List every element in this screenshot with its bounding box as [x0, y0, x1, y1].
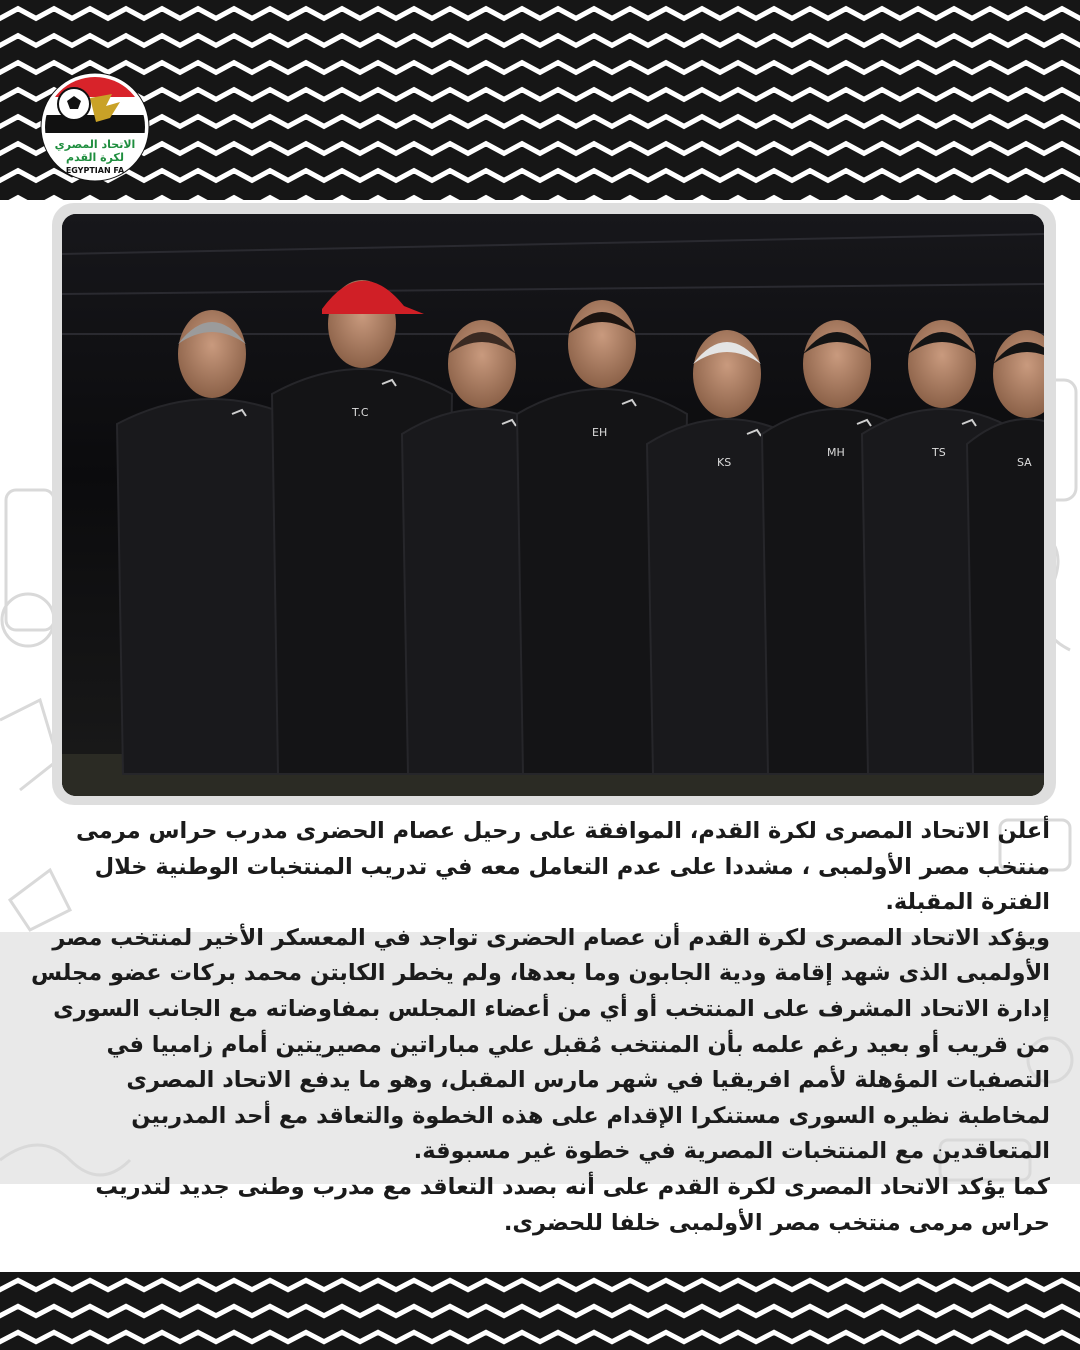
article-paragraph-1: أعلن الاتحاد المصرى لكرة القدم، الموافقة على رحيل عصام الحضرى مدرب حراس مرمى منتخب مصر الأولمبى ، مشددا على عدم التعامل معه في تدريب المنتخبات الوطنية خلال الفترة المقبلة.	[76, 818, 1050, 916]
article-paragraph-2: ويؤكد الاتحاد المصرى لكرة القدم أن عصام الحضرى تواجد في المعسكر الأخير لمنتخب مصر الأولمبى الذى شهد إقامة ودية الجابون وما بعدها، ولم يخطر الكابتن محمد بركات عضو مجلس إدارة الاتحاد المشرف على المنتخب أو أي من أعضاء المجلس بمفاوضاته مع الجانب السورى من قريب أو بعيد رغم علمه بأن المنتخب مُقبل علي مباراتين مصيريتين أمام زامبيا في التصفيات المؤهلة لأمم افريقيا في شهر مارس المقبل، وهو ما يدفع الاتحاد المصرى لمخاطبة نظيره السورى مستنكرا الإقدام على هذه الخطوة والتعاقد مع أحد المدربين المتعاقدين مع المنتخبات المصرية في خطوة غير مسبوقة.	[31, 924, 1050, 1165]
jacket-initials-2: EH	[592, 426, 608, 439]
jacket-initials-1: T.C	[352, 406, 369, 419]
logo-text-ar-1: الاتحاد المصري	[54, 138, 136, 151]
jacket-initials-6: SA	[1017, 456, 1032, 469]
egyptian-fa-logo	[40, 72, 150, 182]
jacket-initials-5: TS	[932, 446, 946, 459]
logo-text-ar-2: لكرة القدم	[66, 151, 124, 164]
logo-text-en: EGYPTIAN FA	[65, 166, 125, 175]
jacket-initials-4: MH	[827, 446, 845, 459]
bottom-zigzag-pattern	[0, 1272, 1080, 1350]
article-body	[30, 814, 1050, 1241]
jacket-initials-3: KS	[717, 456, 732, 469]
article-paragraph-3: كما يؤكد الاتحاد المصرى لكرة القدم على أنه بصدد التعاقد مع مدرب وطنى جديد لتدريب حراس مرمى منتخب مصر الأولمبى خلفا للحضرى.	[95, 1173, 1050, 1236]
top-zigzag-pattern	[0, 0, 1080, 200]
team-staff-photo	[62, 214, 1044, 796]
